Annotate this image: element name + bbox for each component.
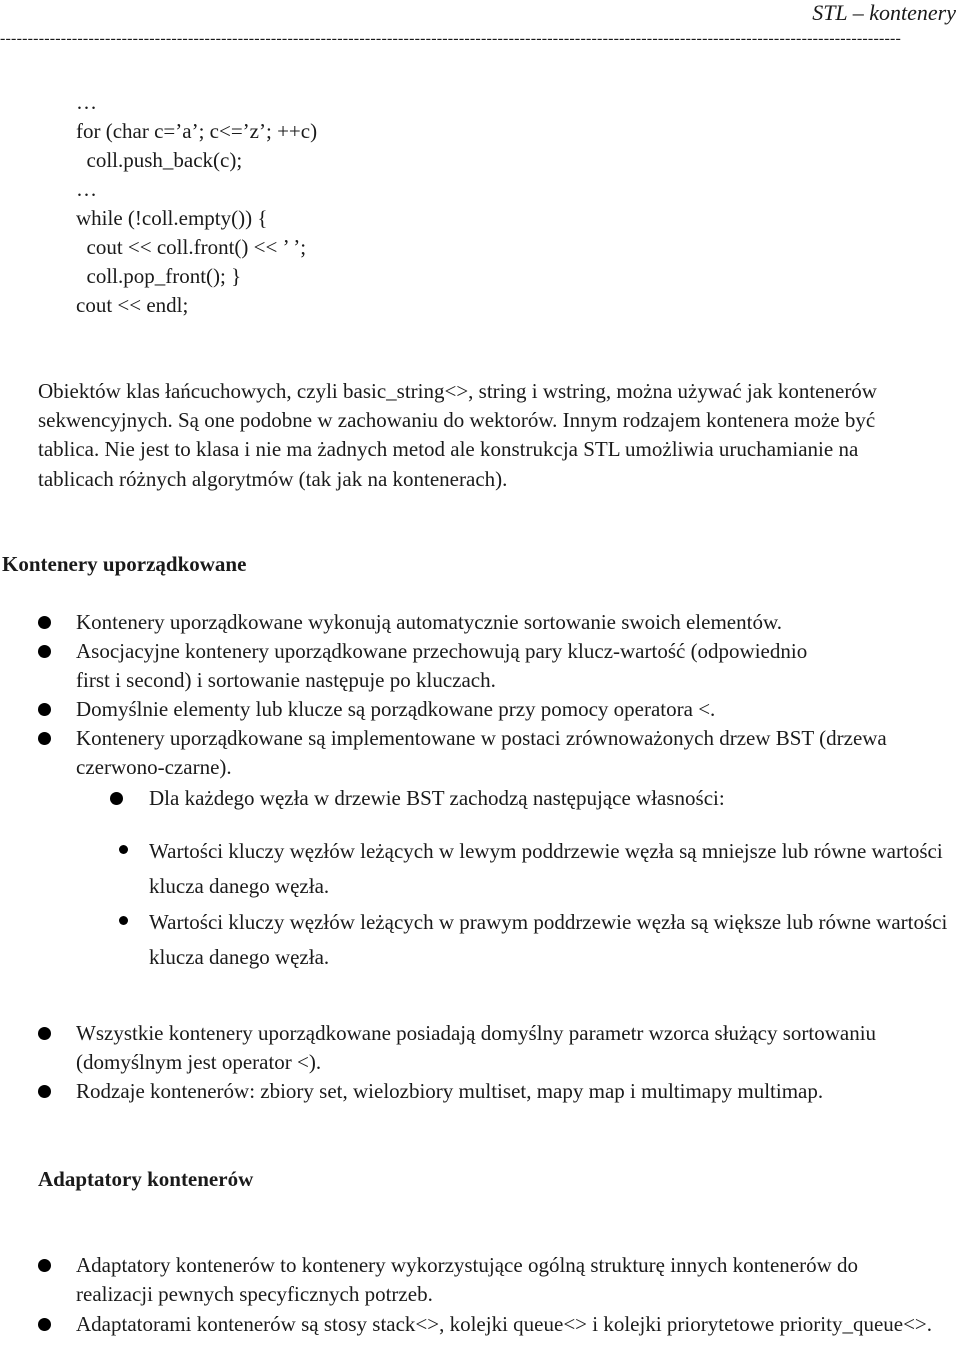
sub-sub-bullet-text: Wartości kluczy węzłów leżących w prawym poddrzewie węzła są większe lub równe wartości klucza danego węzła. bbox=[149, 910, 948, 969]
bullet-text: Kontenery uporządkowane są implementowane w postaci zrównoważonych drzew BST (drzewa czerwono-czarne). bbox=[76, 726, 887, 779]
bullet-icon bbox=[38, 1318, 51, 1331]
header-dashed-rule: ------------------------------------------------------------------------------------------------------------------------------------------------------------------- bbox=[0, 30, 902, 47]
code-snippet bbox=[76, 88, 317, 320]
bullet-text: Domyślnie elementy lub klucze są porządkowane przy pomocy operatora <. bbox=[76, 697, 716, 721]
bullet-icon bbox=[38, 732, 51, 745]
code-line: coll.push_back(c); bbox=[76, 148, 243, 172]
page-header-title: STL – kontenery bbox=[812, 0, 956, 25]
code-line: … bbox=[76, 177, 97, 201]
code-line: cout << coll.front() << ’ ’; bbox=[76, 235, 307, 259]
bullet-icon bbox=[38, 703, 51, 716]
code-line: … bbox=[76, 90, 97, 114]
bullet-text: Rodzaje kontenerów: zbiory set, wielozbiory multiset, mapy map i multimapy multimap. bbox=[76, 1079, 824, 1103]
bullet-icon bbox=[38, 1027, 51, 1040]
code-line: coll.pop_front(); } bbox=[76, 264, 242, 288]
bullet-text: Adaptatorami kontenerów są stosy stack<>, kolejki queue<> i kolejki priorytetowe priority_queue<>. bbox=[76, 1312, 933, 1336]
code-line: while (!coll.empty()) { bbox=[76, 206, 268, 230]
sub-sub-bullet-icon bbox=[119, 916, 128, 925]
bullet-icon bbox=[38, 645, 51, 658]
bullet-text: Wszystkie kontenery uporządkowane posiadają domyślny parametr wzorca służący sortowaniu (domyślnym jest operator <). bbox=[76, 1021, 877, 1074]
sub-bullet-text: Dla każdego węzła w drzewie BST zachodzą następujące własności: bbox=[149, 786, 725, 810]
bullet-text: Kontenery uporządkowane wykonują automatycznie sortowanie swoich elementów. bbox=[76, 610, 782, 634]
bullet-icon bbox=[38, 616, 51, 629]
sub-bullet-icon bbox=[110, 792, 123, 805]
bullet-icon bbox=[38, 1085, 51, 1098]
section-heading-container-adaptors: Adaptatory kontenerów bbox=[38, 1167, 254, 1191]
section-heading-ordered-containers: Kontenery uporządkowane bbox=[2, 552, 247, 576]
code-line: cout << endl; bbox=[76, 293, 189, 317]
sub-sub-bullet-text: Wartości kluczy węzłów leżących w lewym poddrzewie węzła są mniejsze lub równe wartości klucza danego węzła. bbox=[149, 839, 943, 898]
intro-paragraph: Obiektów klas łańcuchowych, czyli basic_string<>, string i wstring, można używać jak kontenerów sekwencyjnych. Są one podobne w zachowaniu do wektorów. Innym rodzajem kontenera może być tablica. Nie jest to klasa i nie ma żadnych metod ale konstrukcja STL umożliwia uruchamianie na tablicach różnych algorytmów (tak jak na kontenerach). bbox=[38, 379, 877, 491]
code-line: for (char c=’a’; c<=’z’; ++c) bbox=[76, 119, 318, 143]
bullet-text: Asocjacyjne kontenery uporządkowane przechowują pary klucz-wartość (odpowiednio first i second) i sortowanie następuje po kluczach. bbox=[76, 639, 808, 692]
bullet-icon bbox=[38, 1259, 51, 1272]
sub-sub-bullet-icon bbox=[119, 845, 128, 854]
bullet-text: Adaptatory kontenerów to kontenery wykorzystujące ogólną strukturę innych kontenerów do realizacji pewnych specyficznych potrzeb. bbox=[76, 1253, 859, 1306]
